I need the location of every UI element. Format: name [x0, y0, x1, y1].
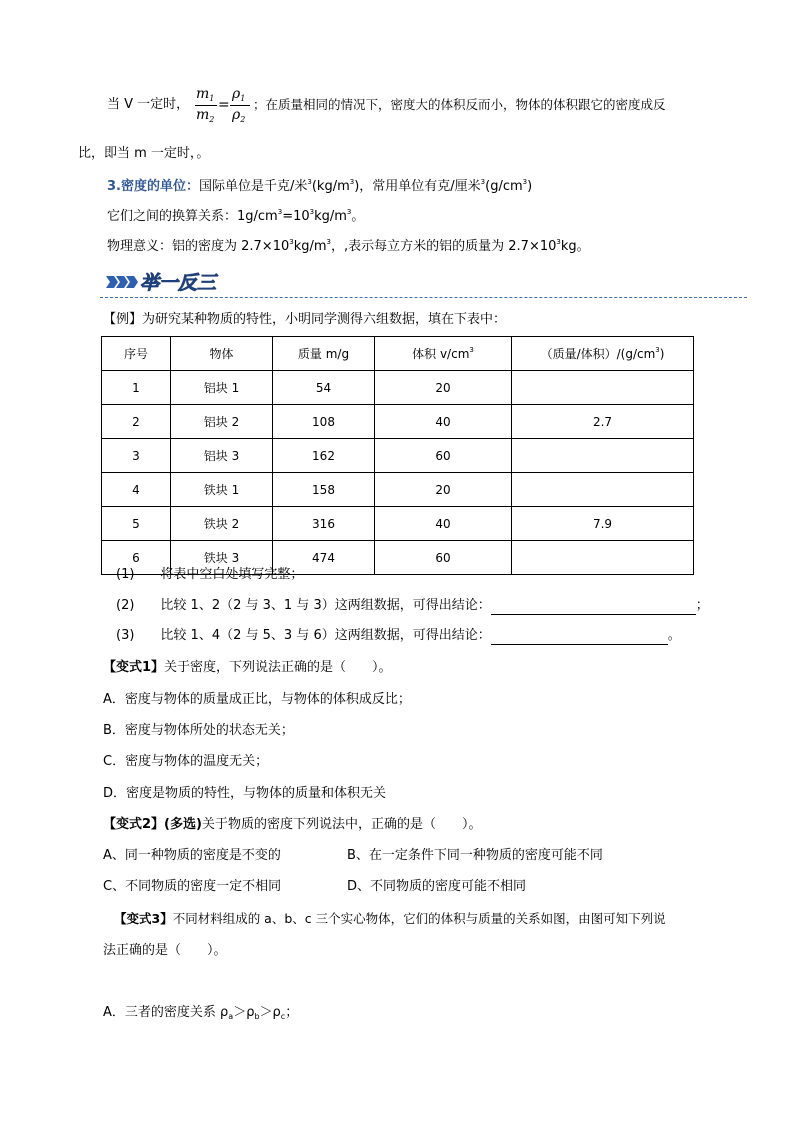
variant2-tag: (多选) [164, 817, 202, 832]
question-3: (3) 比较 1、4（2 与 5、3 与 6）这两组数据，可得出结论： 。 [116, 628, 681, 643]
units-line2: 它们之间的换算关系：$1g/cm^3=10^3kg/m^3$。 [107, 208, 365, 224]
table-header-row [102, 337, 694, 371]
variant2-question: 【变式2】(多选)关于物质的密度下列说法中，正确的是（ ）。 [103, 817, 482, 832]
variant1-label: 【变式1】 [103, 660, 165, 675]
frac-right-num: ρ [232, 86, 241, 102]
variant2-option-d[interactable]: D、不同物质的密度可能不相同 [347, 879, 527, 894]
units-line1: 3.密度的单位：国际单位是千克/米$^3(kg/m^3)$，常用单位有克/厘米$^3(g/cm^3)$ [107, 178, 533, 194]
ratio-cell[interactable] [512, 439, 694, 473]
table-row: 5 铁块 2 316 40 7.9 [102, 507, 694, 541]
col-header-index: 序号 [102, 337, 171, 371]
example-intro: 【例】为研究某种物质的特性，小明同学测得六组数据，填在下表中： [103, 312, 507, 327]
banner-divider [100, 297, 747, 298]
units-line3: 物理意义：铝的密度为 $2.7\times 10^3kg/m^3$，,表示每立方米的铝的质量为 $2.7\times 10^3kg$。 [107, 238, 590, 254]
col-header-volume: 体积 $v/cm^3$ [375, 337, 512, 371]
table-row: 2 铝块 2 108 40 2.7 [102, 405, 694, 439]
density-data-table [101, 336, 694, 575]
variant2-label: 【变式2】 [103, 817, 165, 832]
col-header-object: 物体 [171, 337, 273, 371]
variant3-option-a[interactable]: A．三者的密度关系 $\rho_a>\rho_b>\rho_c$； [103, 1005, 299, 1021]
answer-blank-2[interactable] [491, 600, 696, 615]
variant3-label: 【变式3】 [114, 911, 173, 926]
section-banner [104, 268, 224, 296]
variant1-option-c[interactable]: C．密度与物体的温度无关； [103, 754, 269, 769]
variant2-option-c[interactable]: C、不同物质的密度一定不相同 [103, 879, 282, 894]
question-2: (2) 比较 1、2（2 与 3、1 与 3）这两组数据，可得出结论： ； [116, 598, 709, 613]
intro-line2: 比，即当 m 一定时，。 [78, 146, 210, 161]
variant3-question-line2: 法正确的是（ ）。 [103, 943, 227, 958]
frac-right-den: ρ [232, 107, 241, 123]
frac-right-bar [230, 105, 250, 106]
variant1-question: 【变式1】关于密度，下列说法正确的是（ ）。 [103, 660, 392, 675]
table-row: 6 铁块 3 474 60 [102, 541, 694, 575]
ratio-cell: 2.7 [512, 405, 694, 439]
table-row: 4 铁块 1 158 20 [102, 473, 694, 507]
frac-left-num: m [196, 86, 210, 102]
frac-left-bar [195, 105, 217, 106]
question-1: (1) 将表中空白处填写完整； [116, 567, 304, 582]
col-header-ratio: （质量/体积）$/(g/cm^3)$ [512, 337, 694, 371]
ratio-cell[interactable] [512, 541, 694, 575]
variant1-option-d[interactable]: D．密度是物质的特性，与物体的质量和体积无关 [103, 786, 387, 801]
ratio-cell[interactable] [512, 473, 694, 507]
banner-title: 举一反三 [140, 272, 217, 294]
banner-arrows-icon [104, 268, 224, 296]
answer-blank-3[interactable] [491, 630, 668, 645]
variant3-question-line1: 【变式3】不同材料组成的 a、b、c 三个实心物体，它们的体积与质量的关系如图，由图可知下列说 [114, 911, 666, 926]
frac-equals: = [218, 97, 230, 113]
variant2-option-a[interactable]: A、同一种物质的密度是不变的 [103, 848, 281, 863]
variant1-option-b[interactable]: B．密度与物体所处的状态无关； [103, 723, 294, 738]
frac-left-den: m [196, 107, 210, 123]
intro-line1-prefix: 当 V 一定时， [107, 97, 190, 112]
variant1-option-a[interactable]: A．密度与物体的质量成正比，与物体的体积成反比； [103, 692, 411, 707]
ratio-cell: 7.9 [512, 507, 694, 541]
table-row: 3 铝块 3 162 60 [102, 439, 694, 473]
variant2-option-b[interactable]: B、在一定条件下同一种物质的密度可能不同 [347, 848, 603, 863]
col-header-mass: 质量 m/g [273, 337, 375, 371]
ratio-cell[interactable] [512, 371, 694, 405]
intro-line1-suffix: ；在质量相同的情况下，密度大的体积反而小，物体的体积跟它的密度成反 [253, 97, 666, 112]
table-row: 1 铝块 1 54 20 [102, 371, 694, 405]
units-heading: 3.密度的单位： [107, 179, 199, 194]
